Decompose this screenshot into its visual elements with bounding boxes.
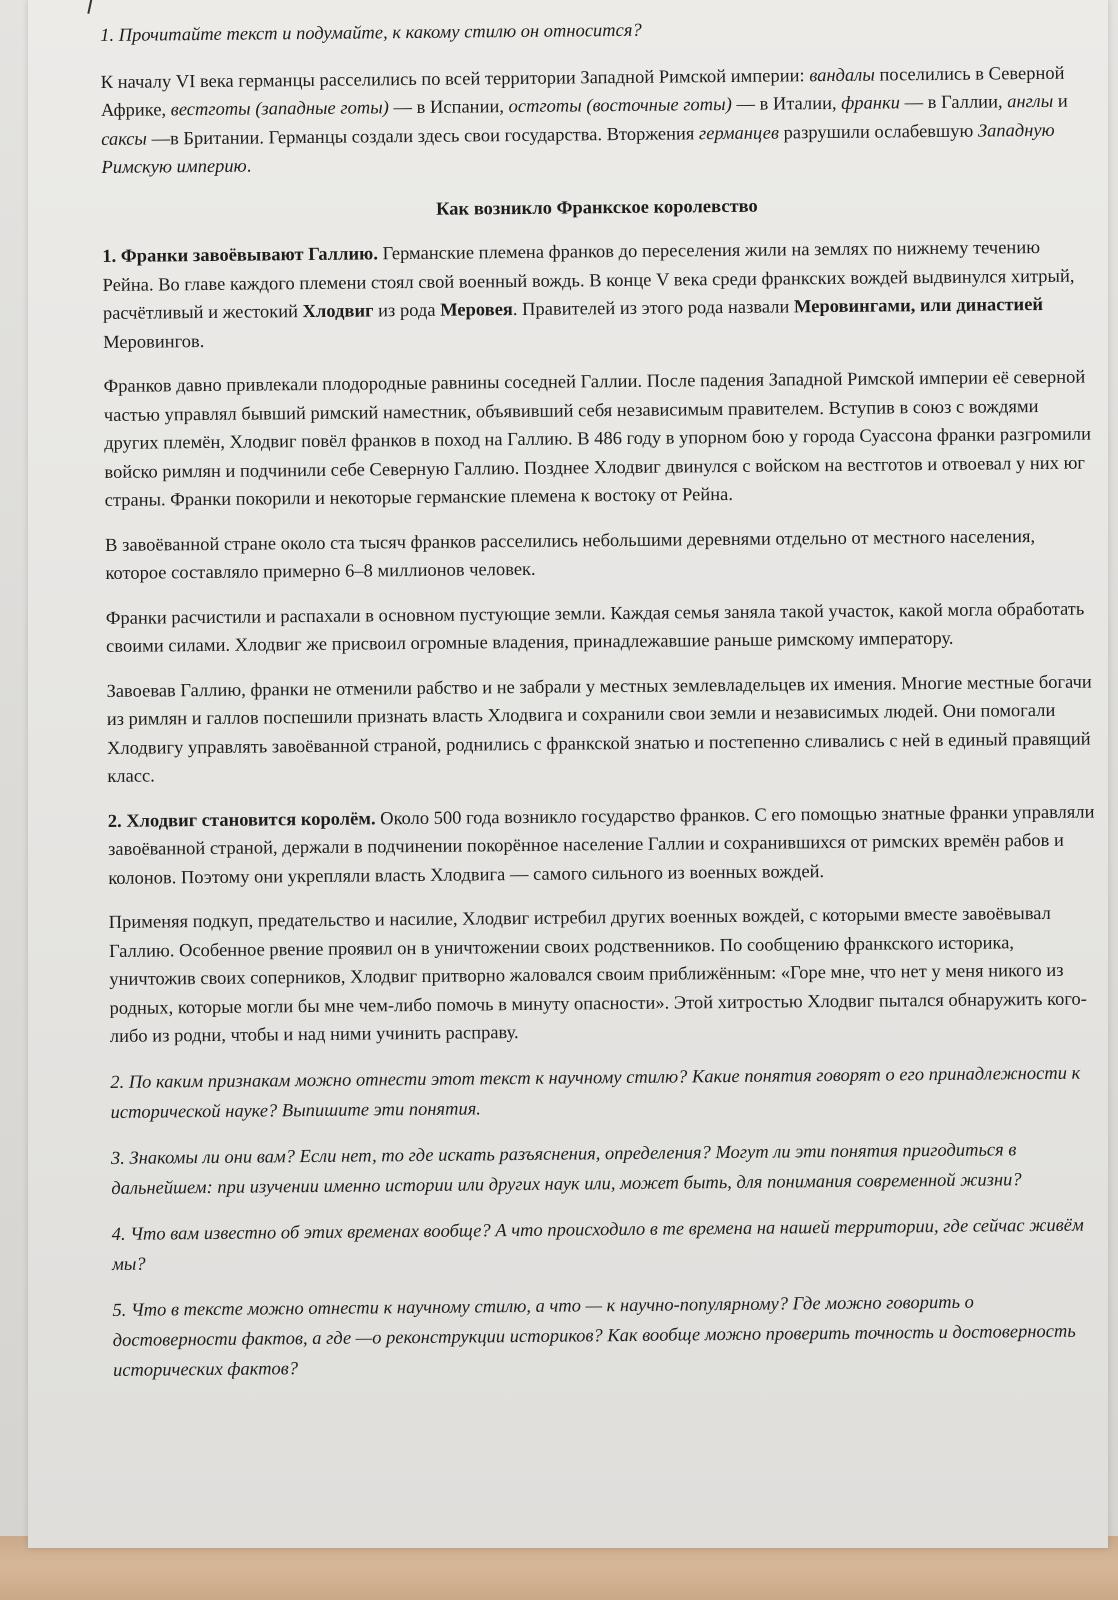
paragraph-nobility: Завоевав Галлию, франки не отменили рабство и не забрали у местных землевладельцев их имения. Многие местные богачи из римлян и галлов поспешили признать власть Хлодвига и сохранили свои земли и независимых людей. Они помогали Хлодвигу управлять завоёванной страной, роднились с франкской знатью и постепенно сливались с ней в единый правящий класс. xyxy=(106,672,1092,787)
intro-paragraph: К началу VI века германцы расселились по всей территории Западной Римской империи: вандалы поселились в Северной Африке, вестготы (западные готы) — в Испании, остготы (восточные готы) — в Италии, франки — в Галлии, англы и саксы —в Британии. Германцы создали здесь свои государства. Вторжения германцев разрушили ослабевшую Западную Римскую империю. xyxy=(100,63,1068,178)
paragraph-conquest: Франков давно привлекали плодородные равнины соседней Галлии. После падения Западной Римской империи её северной частью управлял бывший римский наместник, объявивший себя независимым правителем. Вступив в союз с вождями других племён, Хлодвиг повёл франков в поход на Галлию. В 486 году в упорном бою у города Суассона франки разгромили войско римлян и подчинили себе Северную Галлию. Позднее Хлодвиг двинулся с войском на вестготов и отвоевал у них юг страны. Франки покорили и некоторые германские племена к востоку от Рейна. xyxy=(103,367,1092,511)
section-1-heading: 1. Франки завоёвывают Галлию. xyxy=(102,244,378,267)
paragraph-land: Франки расчистили и распахали в основном пустующие земли. Каждая семья заняла такой участок, какой могла обработать своими силами. Хлодвиг же присвоил огромные владения, принадлежавшие раньше римскому императору. xyxy=(105,599,1085,657)
question-4: 4. Что вам известно об этих временах вообще? А что происходило в те времена на нашей территории, где сейчас живём мы? xyxy=(111,1215,1084,1275)
section-title: Как возникло Франкское королевство xyxy=(435,196,758,220)
question-1: 1. Прочитайте текст и подумайте, к какому стилю он относится? xyxy=(100,20,642,46)
question-3: 3. Знакомы ли они вам? Если нет, то где искать разъяснения, определения? Могут ли эти понятия пригодиться в дальнейшем: при изучении именно истории или других наук или, может быть, для понимания современной жизни? xyxy=(110,1139,1022,1199)
paragraph-treachery: Применяя подкуп, предательство и насилие, Хлодвиг истребил других военных вождей, с которыми вместе завоёвывал Галлию. Особенное рвение проявил он в уничтожении своих родственников. По сообщению франкского историка, уничтожив своих соперников, Хлодвиг притворно жаловался своим приближённым: «Горе мне, что нет у меня никого из родных, которые могли бы мне чем-либо помочь в минуту опасности». Этой хитростью Хлодвиг пытался обнаружить кого-либо из родни, чтобы и над ними учинить расправу. xyxy=(108,903,1087,1047)
question-5: 5. Что в тексте можно отнести к научному стилю, а что — к научно-популярному? Где можно говорить о достоверности фактов, а где —о реконструкции историков? Как вообще можно проверить точность и достоверность исторических фактов? xyxy=(112,1292,1076,1381)
pen-mark xyxy=(87,0,94,14)
section-1-paragraph: 1. Франки завоёвывают Галлию. Германские племена франков до переселения жили на землях по нижнему течению Рейна. Во главе каждого племени стоял свой военный вождь. В конце V века среди франкских вождей выдвинулся хитрый, расчётливый и жестокий Хлодвиг из рода Меровея. Правителей из этого рода назвали Меровингами, или династией Меровингов. xyxy=(102,237,1075,353)
paragraph-settlement: В завоёванной стране около ста тысяч франков расселились небольшими деревнями отдельно от местного населения, которое составляло примерно 6–8 миллионов человек. xyxy=(105,526,1036,584)
document-page xyxy=(100,2,1103,1401)
question-list xyxy=(110,1058,1103,1385)
section-2-heading: 2. Хлодвиг становится королём. xyxy=(107,808,376,832)
paper-sheet xyxy=(28,0,1108,1548)
section-2-paragraph: 2. Хлодвиг становится королём. Около 500 года возникло государство франков. С его помощью знатные франки управляли завоёванной страной, держали в подчинении покорённое население Галлии и сохранившихся от римских времён рабов и колонов. Поэтому они укрепляли власть Хлодвига — самого сильного из военных вождей. xyxy=(107,801,1095,889)
question-2: 2. По каким признакам можно отнести этот текст к научному стилю? Какие понятия говорят о его принадлежности к исторической науке? Выпишите эти понятия. xyxy=(110,1063,1081,1123)
